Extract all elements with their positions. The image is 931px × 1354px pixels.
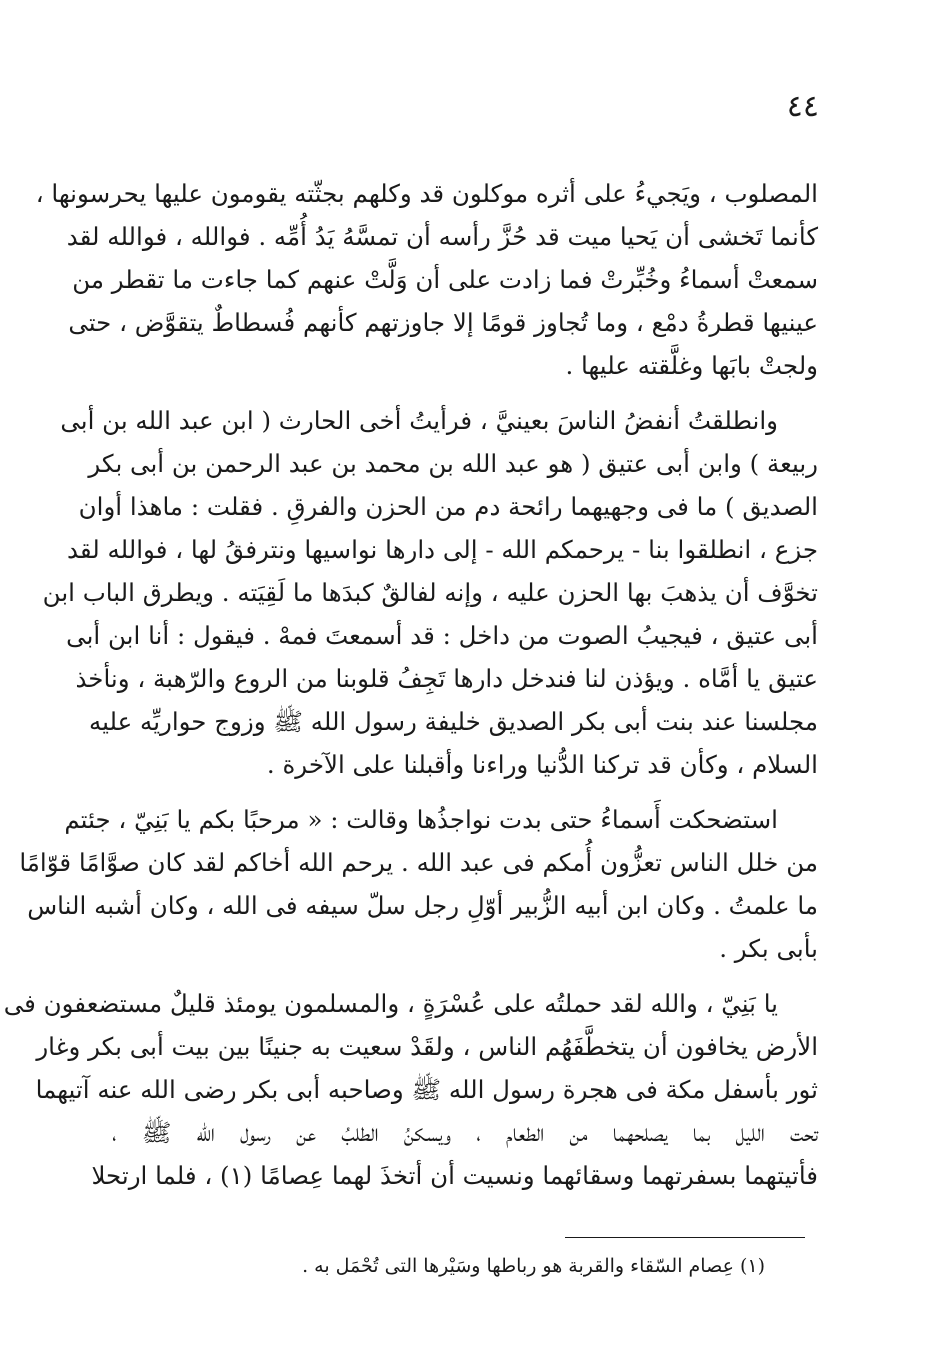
text-line: جزع ، انطلقوا بنا - يرحمكم الله - إلى دارها نواسيها ونترفقُ لها ، فوالله لقد [67, 535, 818, 564]
text-line: تحت الليل بما يصلحهما من الطعام ، ويسكنُ الطلبُ عن رسول الله ﷺ ، [112, 1118, 818, 1147]
page-number: ٤٤ [786, 89, 819, 124]
footnote: (١) عِصام السّقاء والقربة هو رباطها وسَيْرها التى تُحْمَل به . [302, 1255, 765, 1277]
text-line: أبى عتيق ، فيجيبُ الصوت من داخل : قد أسمعتَ فمهْ . فيقول : أنا ابن أبى [66, 621, 818, 650]
text-line: ولجتْ بابَها وغلَّقته عليها . [565, 351, 818, 380]
text-line: عتيق يا أمَّاه . ويؤذن لنا فندخل دارها تَجِفُ قلوبنا من الروع والرّهبة ، ونأخذ [75, 664, 818, 693]
text-line: السلام ، وكأن قد تركنا الدُّنيا وراءنا وأقبلنا على الآخرة . [266, 750, 818, 779]
paragraph [35, 172, 818, 387]
text-line: تخوَّف أن يذهبَ بها الحزن عليه ، وإنه لفالقٌ كبدَها ما لَقِيَته . ويطرق الباب ابن [42, 578, 818, 607]
text-line: ربيعة ) وابن أبى عتيق ( هو عبد الله بن محمد بن عبد الرحمن بن أبى بكر [88, 449, 818, 478]
text-line: كأنما تَخشى أن يَحيا ميت قد حُزَّ رأسه أن تمسَّهُ يَدُ أُمِّه . فوالله ، فوالله لقد [66, 222, 818, 251]
text-line: ما علمتُ . وكان ابن أبيه الزُّبير أوّلِ رجل سلّ سيفه فى الله ، وكان أشبه الناس [27, 891, 818, 920]
text-line: عينيها قطرةُ دمْع ، وما تُجاوز قومًا إلا جاوزتهم كأنهم فُسطاطٌ يتقوَّض ، حتى [68, 308, 818, 337]
text-line: ثور بأسفل مكة فى هجرة رسول الله ﷺ وصاحبه أبى بكر رضى الله عنه آتيهما [35, 1075, 818, 1104]
paragraph [3, 982, 818, 1197]
text-line: وانطلقتُ أنفضُ الناسَ بعينيَّ ، فرأيتُ أخى الحارث ( ابن عبد الله بن أبى [60, 406, 778, 435]
text-line: مجلسنا عند بنت أبى بكر الصديق خليفة رسول الله ﷺ وزوج حواريِّه عليه [89, 707, 818, 736]
text-line: الأرض يخافون أن يتخطَّفَهُم الناس ، ولقَدْ سعيت به جنينًا بين بيت أبى بكر وغار [36, 1032, 818, 1061]
text-line: من خلل الناس تعزُّون أُمكم فى عبد الله . يرحم الله أخاكم لقد كان صوَّامًا قوّامًا [19, 848, 818, 877]
text-line: المصلوب ، ويَجيءُ على أثره موكلون قد وكلهم بجثّته يقومون عليها يحرسونها ، [35, 179, 818, 208]
text-line: بأبى بكر . [719, 934, 818, 963]
text-line: الصديق ) ما فى وجهيهما رائحة دم من الحزن والفرقِ . فقلت : ماهذا أوان [78, 492, 818, 521]
text-line: فأتيتهما بسفرتهما وسقائهما ونسيت أن أتخذَ لهما عِصامًا (١) ، فلما ارتحلا [91, 1161, 818, 1190]
text-line: يا بَنِيّ ، والله لقد حملتُه على عُسْرَةٍ ، والمسلمون يومئذ قليلٌ مستضعفون فى [3, 989, 778, 1018]
text-line: سمعتْ أسماءُ وخُبِّرتْ فما زادت على أن وَلَّتْ عنهم كما جاءت ما تقطر من [72, 265, 818, 294]
text-line: استضحكت أَسماءُ حتى بدت نواجذُها وقالت : « مرحبًا بكم يا بَنِيّ ، جئتم [64, 805, 778, 834]
paragraph [42, 399, 818, 786]
footnote-divider [565, 1237, 805, 1238]
body-text [3, 172, 818, 1197]
paragraph [19, 798, 818, 970]
